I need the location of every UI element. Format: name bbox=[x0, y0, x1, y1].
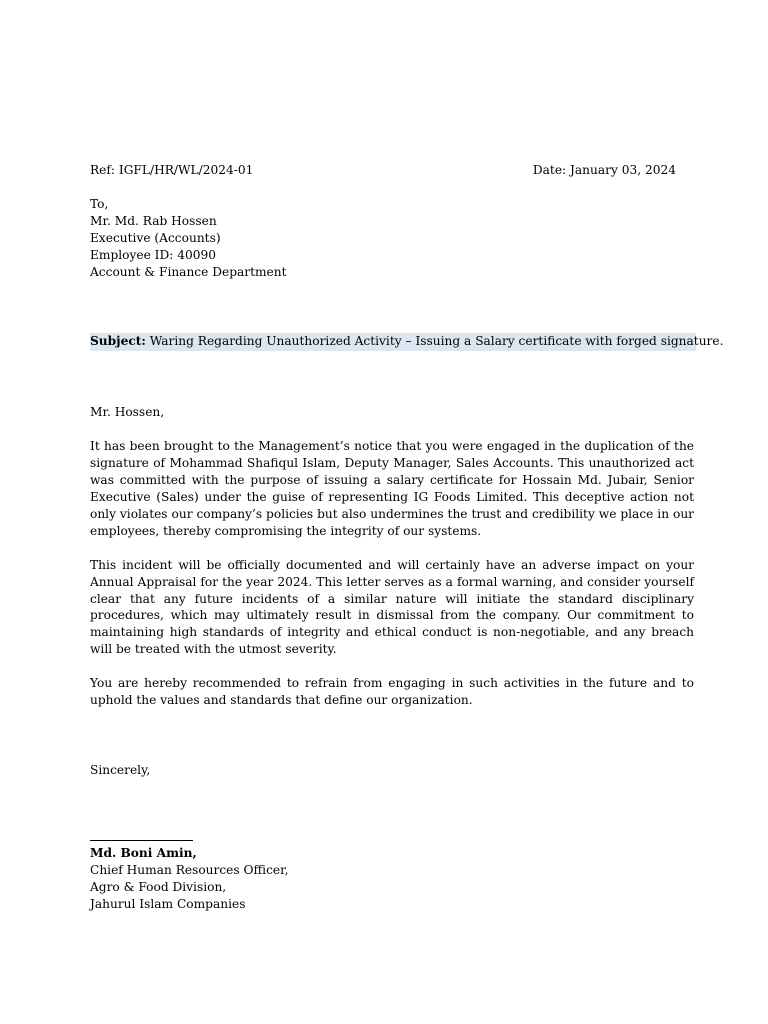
recipient-to: To, bbox=[90, 197, 109, 211]
signer-company: Jahurul Islam Companies bbox=[90, 896, 246, 911]
letter bbox=[90, 162, 724, 912]
recipient-employee-id: Employee ID: 40090 bbox=[90, 247, 217, 262]
signature-line bbox=[90, 840, 193, 841]
salutation: Mr. Hossen, bbox=[90, 405, 165, 420]
subject-line bbox=[90, 333, 724, 351]
recipient-block bbox=[90, 196, 694, 280]
body-paragraph: This incident will be officially documented and will certainly have an adverse impact on your Annual Appraisal for the year 2024. This letter serves as a formal warning, and consider yourself clear that any future incidents of a similar nature will initiate the standard disciplinary procedures, which may ultimately result in dismissal from the company. Our commitment to maintaining high standards of integrity and ethical conduct is non-negotiable, and any breach will be treated with the utmost severity. bbox=[90, 557, 694, 657]
letter-date: Date: January 03, 2024 bbox=[532, 163, 676, 177]
recipient-name: Mr. Md. Rab Hossen bbox=[90, 213, 217, 228]
signer-title: Chief Human Resources Officer, bbox=[90, 862, 289, 877]
signer-division: Agro & Food Division, bbox=[90, 879, 227, 894]
reference-row bbox=[90, 162, 694, 179]
recipient-title: Executive (Accounts) bbox=[90, 230, 221, 245]
body-paragraph: It has been brought to the Management’s notice that you were engaged in the duplication of the signature of Mohammad Shafiqul Islam, Deputy Manager, Sales Accounts. This unauthorized act was committed with the purpose of issuing a salary certificate for Hossain Md. Jubair, Senior Executive (Sales) under the guise of representing IG Foods Limited. This deceptive action not only violates our company’s policies but also undermines the trust and credibility we place in our employees, thereby compromising the integrity of our systems. bbox=[90, 439, 694, 538]
recipient-department: Account & Finance Department bbox=[90, 264, 287, 279]
signer-name: Md. Boni Amin, bbox=[90, 845, 197, 860]
closing: Sincerely, bbox=[90, 762, 151, 777]
body-paragraph: You are hereby recommended to refrain from engaging in such activities in the future and to uphold the values and standards that define our organization. bbox=[90, 676, 694, 708]
reference-number: Ref: IGFL/HR/WL/2024-01 bbox=[90, 163, 254, 177]
signer-block bbox=[90, 845, 694, 913]
subject-label: Subject: bbox=[90, 334, 146, 349]
subject-text: Waring Regarding Unauthorized Activity – Issuing a Salary certificate with forged signature. bbox=[145, 334, 724, 349]
